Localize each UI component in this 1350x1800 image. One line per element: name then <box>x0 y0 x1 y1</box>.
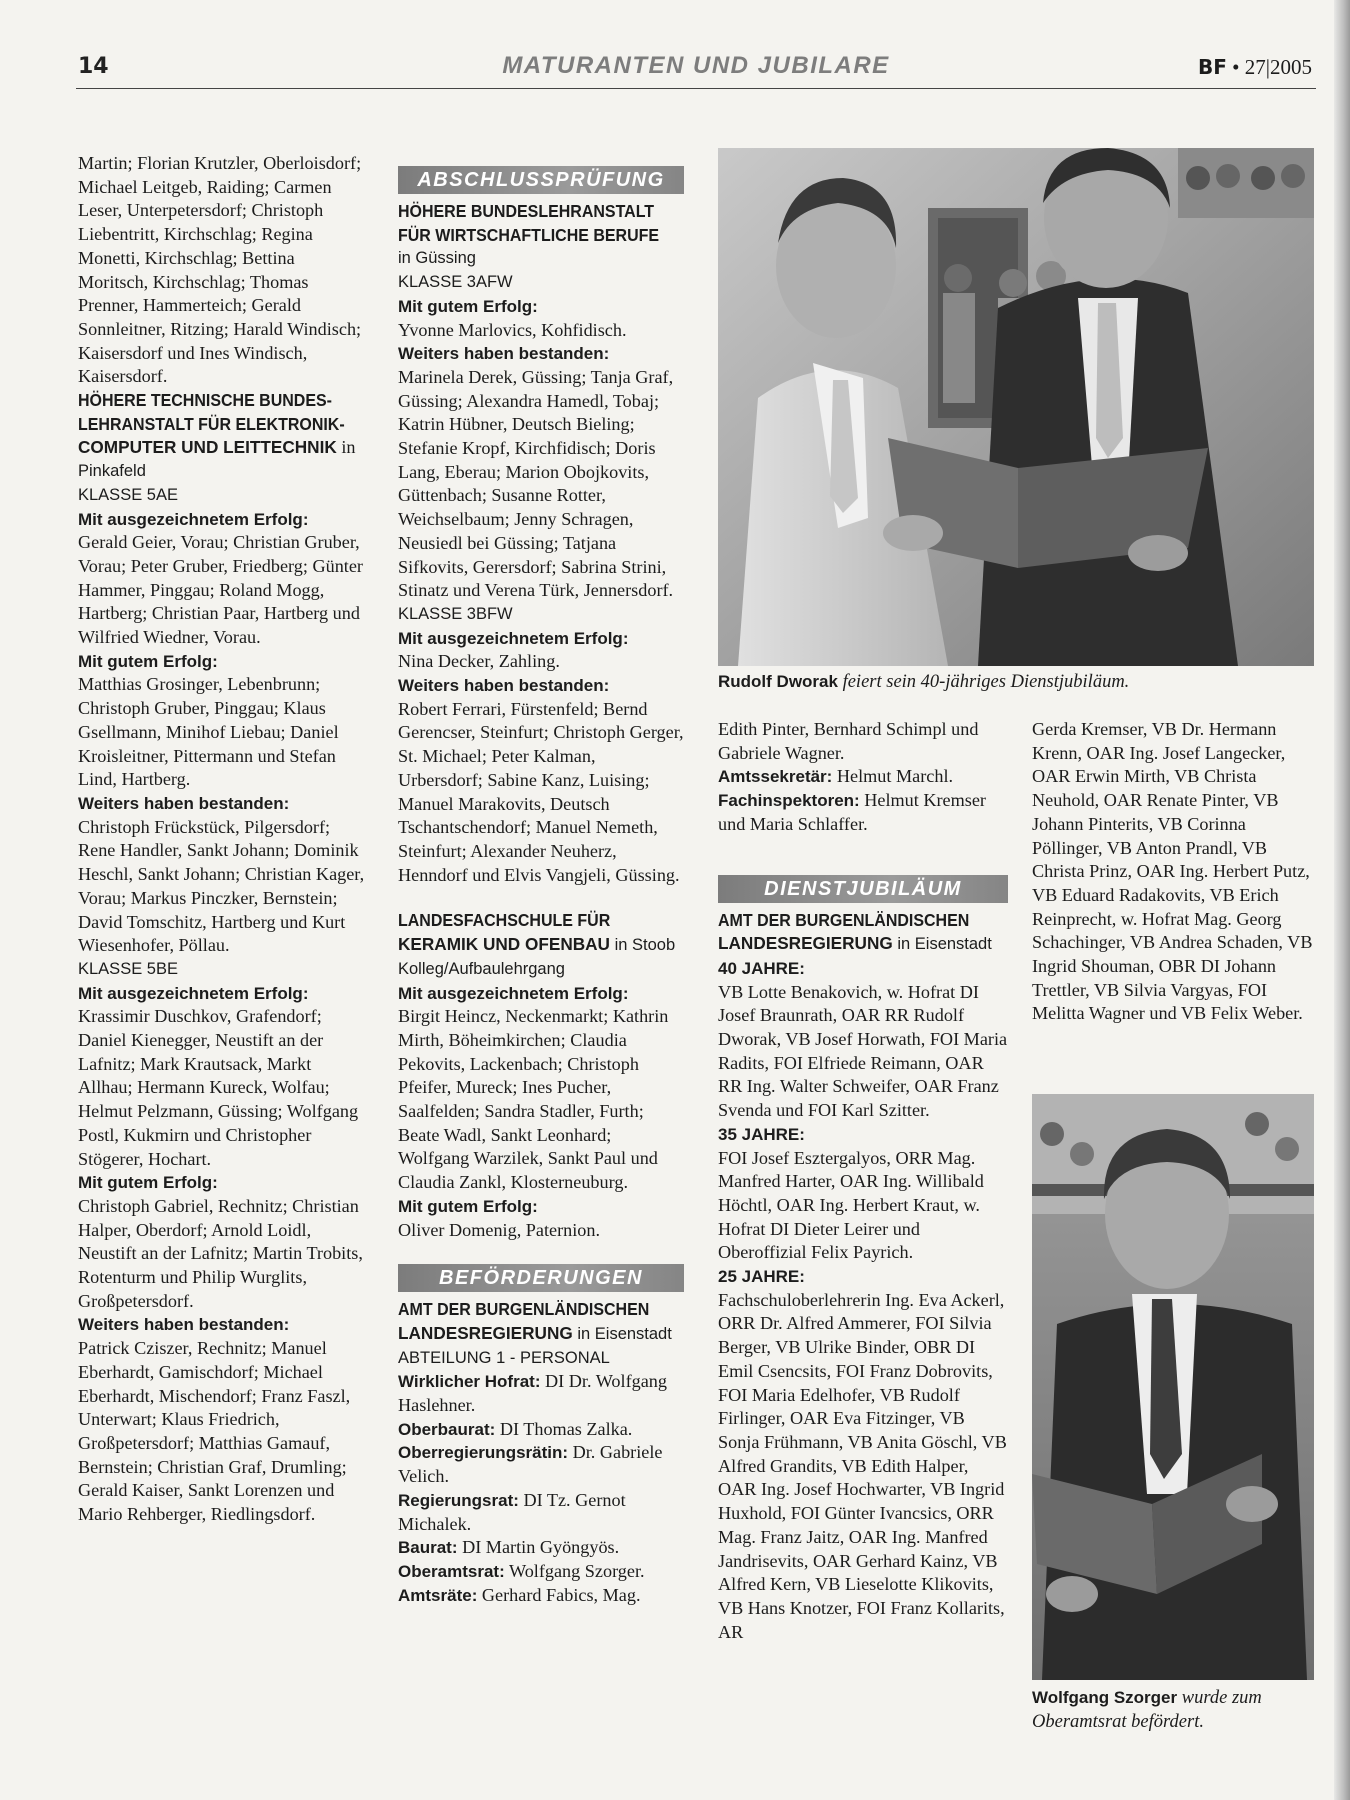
promotion-entry <box>398 1536 684 1560</box>
promotion-entry <box>398 1370 684 1417</box>
amt-heading-line2: LANDESREGIERUNG <box>718 933 893 954</box>
amt-in: in Eisenstadt <box>572 1324 672 1343</box>
rank-label: Amtssekretär: <box>718 767 833 787</box>
school1-place: in Güssing <box>398 249 476 268</box>
heading-25-jahre: 25 JAHRE: <box>718 1267 805 1287</box>
rank-label: Oberamtsrat: <box>398 1561 505 1581</box>
names-gut-3afw: Yvonne Marlovics, Kohfidisch. <box>398 319 627 340</box>
school-heading-line3: COMPUTER UND LEITTECHNIK <box>78 437 337 458</box>
photo2-caption-text: wurde zum Oberamtsrat befördert. <box>1032 1688 1262 1732</box>
school2-heading-line1: LANDESFACHSCHULE FÜR <box>398 910 611 931</box>
amt-heading-line1: AMT DER BURGENLÄNDISCHEN <box>718 909 970 930</box>
rank-names: DI Dr. Wolfgang Haslehner. <box>398 1371 667 1416</box>
school1-heading-line1: HÖHERE BUNDESLEHRANSTALT <box>398 201 655 221</box>
heading-weiters-3bfw: Weiters haben bestanden: <box>398 676 610 696</box>
rank-label: Fachinspektoren: <box>718 791 860 811</box>
rank-names: Gerhard Fabics, Mag. <box>477 1584 641 1605</box>
heading-ausgezeichnet-5be: Mit ausgezeichnetem Erfolg: <box>78 983 309 1003</box>
names-ausgezeichnet-3bfw: Nina Decker, Zahling. <box>398 651 560 672</box>
names-gut-5ae: Matthias Grosinger, Lebenbrunn; Christoph Gruber, Pinggau; Klaus Gsellmann, Minihof Liebau; Daniel Kroisleitner, Pittermann und Stefan Lind, Hartberg. <box>78 674 339 790</box>
names-weiters-3bfw: Robert Ferrari, Fürstenfeld; Bernd Gerencser, Steinfurt; Christoph Gerger, St. Michael; Peter Kalman, Urbersdorf; Sabine Kanz, Luising; Manuel Marakovits, Deutsch Tschantschendorf; Manuel Nemeth, Steinfurt; Alexander Neuherz, Henndorf und Elvis Vangjeli, Güssing. <box>398 698 684 885</box>
abteilung-label: ABTEILUNG 1 - PERSONAL <box>398 1348 610 1367</box>
rank-label: Wirklicher Hofrat: <box>398 1372 541 1392</box>
school1-heading-line2: FÜR WIRTSCHAFTLICHE BERUFE <box>398 224 660 245</box>
promotion-entry <box>718 765 1008 789</box>
heading-35-jahre: 35 JAHRE: <box>718 1124 805 1144</box>
photo-szorger-promotion <box>1032 1094 1314 1680</box>
promotion-entry <box>398 1489 684 1536</box>
class-label-5be: KLASSE 5BE <box>78 959 178 978</box>
school-place: Pinkafeld <box>78 462 146 481</box>
promotion-entry <box>398 1560 684 1584</box>
heading-ausgezeichnet-kolleg: Mit ausgezeichnetem Erfolg: <box>398 983 629 1003</box>
amt-in: in Eisenstadt <box>892 935 992 954</box>
column-1 <box>78 152 366 1527</box>
names-ausgezeichnet-5ae: Gerald Geier, Vorau; Christian Gruber, Vorau; Peter Gruber, Friedberg; Günter Hammer, Pinggau; Roland Mogg, Hartberg; Christian Paar, Hartberg und Wilfried Wiedner, Vorau. <box>78 532 363 648</box>
names-25-jahre: Fachschuloberlehrerin Ing. Eva Ackerl, ORR Dr. Alfred Ammerer, FOI Silvia Berger, VB Ulrike Binder, OBR DI Emil Csencsits, FOI Franz Dobrovits, FOI Maria Edelhofer, VB Rudolf Firlinger, OAR Eva Fitzinger, VB Sonja Frühmann, VB Anita Göschl, VB Alfred Grandits, VB Edith Halper, OAR Ing. Josef Hochwarter, VB Ingrid Huxhold, FOI Günter Ivancsics, ORR Mag. Franz Jaitz, OAR Ing. Manfred Jandrisevits, OAR Gerhard Kainz, VB Alfred Kern, VB Lieselotte Klikovits, VB Hans Knotzer, FOI Franz Kollarits, AR <box>718 1289 1007 1642</box>
heading-gut-5be: Mit gutem Erfolg: <box>78 1173 218 1193</box>
column-4 <box>1032 718 1314 1026</box>
rank-label: Regierungsrat: <box>398 1490 519 1510</box>
issue-number: 27|2005 <box>1244 55 1312 79</box>
rank-names: Dr. Gabriele Velich. <box>398 1442 663 1487</box>
promotion-entry <box>398 1418 684 1442</box>
heading-40-jahre: 40 JAHRE: <box>718 958 805 978</box>
col3-intro-text: Edith Pinter, Bernhard Schimpl und Gabriele Wagner. <box>718 719 979 763</box>
heading-weiters-3afw: Weiters haben bestanden: <box>398 344 610 364</box>
heading-gut-kolleg: Mit gutem Erfolg: <box>398 1196 538 1216</box>
names-ausgezeichnet-5be: Krassimir Duschkov, Grafendorf; Daniel Kienegger, Neustift an der Lafnitz; Mark Krautsack, Markt Allhau; Hermann Kureck, Wolfau; Helmut Pelzmann, Güssing; Wolfgang Postl, Kukmirn und Christopher Stögerer, Hochart. <box>78 1006 359 1169</box>
photo1-caption-text: feiert sein 40-jähriges Dienstjubiläum. <box>837 672 1130 692</box>
rank-names: Helmut Marchl. <box>832 766 954 787</box>
banner-befoerderungen: BEFÖRDERUNGEN <box>398 1264 684 1292</box>
spacer <box>718 837 1008 871</box>
promotion-entry <box>718 789 1008 836</box>
heading-weiters-5be: Weiters haben bestanden: <box>78 1315 290 1335</box>
heading-ausgezeichnet-5ae: Mit ausgezeichnetem Erfolg: <box>78 509 309 529</box>
school-heading-line1: HÖHERE TECHNISCHE BUNDES- <box>78 390 333 411</box>
names-weiters-5be: Patrick Cziszer, Rechnitz; Manuel Eberhardt, Gamischdorf; Michael Eberhardt, Mischendorf; Franz Faszl, Unterwart; Klaus Friedrich, Großpetersdorf; Matthias Gamauf, Bernstein; Christian Graf, Drumling; Gerald Kaiser, Sankt Lorenzen und Mario Rehberger, Riedlingsdorf. <box>78 1338 351 1525</box>
promotion-entry <box>398 1584 684 1608</box>
rank-label: Oberbaurat: <box>398 1419 496 1439</box>
banner-abschlusspruefung: ABSCHLUSSPRÜFUNG <box>398 166 684 194</box>
names-gut-5be: Christoph Gabriel, Rechnitz; Christian Halper, Oberdorf; Arnold Loidl, Neustift an der Lafnitz; Martin Trobits, Rotenturm und Philip Wurglits, Großpetersdorf. <box>78 1195 363 1311</box>
class-label-3bfw: KLASSE 3BFW <box>398 604 513 623</box>
col1-intro-text: Martin; Florian Krutzler, Oberloisdorf; Michael Leitgeb, Raiding; Carmen Leser, Unterpetersdorf; Christoph Liebentritt, Kirchschlag; Regina Monetti, Kirchschlag; Bettina Moritsch, Kirchschlag; Thomas Prenner, Hammerteich; Gerald Sonnleitner, Ritzing; Harald Windisch; Kaisersdorf und Ines Windisch, Kaisersdorf. <box>78 153 362 387</box>
names-weiters-5ae: Christoph Frückstück, Pilgersdorf; Rene Handler, Sankt Johann; Dominik Heschl, Sankt Johann; Christian Kager, Vorau; Markus Pinczker, Bernstein; David Tomschitz, Hartberg und Kurt Wiesenhofer, Pöllau. <box>78 816 365 956</box>
school2-in: in Stoob <box>609 936 676 955</box>
photo1-caption-name: Rudolf Dworak <box>718 672 838 691</box>
issue-label: BF • 27|2005 <box>1198 55 1312 79</box>
school-heading-line2: LEHRANSTALT FÜR ELEKTRONIK- <box>78 413 345 434</box>
promotion-entry <box>398 1441 684 1488</box>
column-2 <box>398 162 684 1607</box>
column-3 <box>718 718 1008 1644</box>
page-binding-edge <box>1334 0 1350 1800</box>
publication-name: BF <box>1198 55 1227 79</box>
section-title: MATURANTEN UND JUBILARE <box>502 52 890 79</box>
names-35-jahre: FOI Josef Esztergalyos, ORR Mag. Manfred Harter, OAR Ing. Willibald Höchtl, OAR Ing. Herbert Kraut, w. Hofrat DI Dieter Leirer und Oberoffizial Felix Payrich. <box>718 1147 984 1263</box>
names-gut-kolleg: Oliver Domenig, Paternion. <box>398 1219 601 1240</box>
rank-label: Oberregierungsrätin: <box>398 1443 569 1463</box>
amt-heading-line2: LANDESREGIERUNG <box>398 1322 573 1343</box>
rank-names: DI Tz. Gernot Michalek. <box>398 1489 626 1534</box>
rank-names: DI Thomas Zalka. <box>495 1418 633 1439</box>
photo1-caption <box>718 670 1318 694</box>
names-ausgezeichnet-kolleg: Birgit Heincz, Neckenmarkt; Kathrin Mirth, Böheimkirchen; Claudia Pekovits, Lackenbach; Christoph Pfeifer, Mureck; Ines Pucher, Saalfelden; Sandra Stadler, Furth; Beate Wadl, Sankt Leonhard; Wolfgang Warzilek, Sankt Paul und Claudia Zankl, Klosterneuburg. <box>398 1006 669 1193</box>
school-in: in <box>336 437 356 458</box>
rank-names: Wolfgang Szorger. <box>504 1560 645 1581</box>
class-label-3afw: KLASSE 3AFW <box>398 273 513 292</box>
rank-label: Baurat: <box>398 1538 458 1558</box>
heading-weiters-5ae: Weiters haben bestanden: <box>78 793 290 813</box>
rank-label: Amtsräte: <box>398 1585 478 1605</box>
photo-illustration <box>718 148 1314 666</box>
class-label-5ae: KLASSE 5AE <box>78 485 178 504</box>
school2-heading-line2: KERAMIK UND OFENBAU <box>398 934 610 955</box>
spacer <box>398 1242 684 1260</box>
photo-illustration <box>1032 1094 1314 1680</box>
spacer <box>398 887 684 909</box>
photo-dworak-jubilee <box>718 148 1314 666</box>
heading-gut-5ae: Mit gutem Erfolg: <box>78 651 218 671</box>
rank-names: DI Martin Gyöngyös. <box>457 1537 620 1558</box>
heading-gut-3afw: Mit gutem Erfolg: <box>398 296 538 316</box>
rank-names: Helmut Kremser und Maria Schlaffer. <box>718 790 986 834</box>
photo2-caption <box>1032 1686 1314 1734</box>
banner-dienstjubilaeum: DIENSTJUBILÄUM <box>718 875 1008 903</box>
names-weiters-3afw: Marinela Derek, Güssing; Tanja Graf, Güssing; Alexandra Hamedl, Tobaj; Katrin Hübner, Deutsch Bieling; Stefanie Kropf, Kirchfidisch; Doris Lang, Eberau; Marion Obojkovits, Güttenbach; Susanne Rotter, Weichselbaum; Jenny Schragen, Neusiedl bei Güssing; Tatjana Sifkovits, Gerersdorf; Sabrina Strini, Stinatz und Verena Türk, Jennersdorf. <box>398 366 674 601</box>
heading-ausgezeichnet-3bfw: Mit ausgezeichnetem Erfolg: <box>398 628 629 648</box>
col4-names-text: Gerda Kremser, VB Dr. Hermann Krenn, OAR Ing. Josef Langecker, OAR Erwin Mirth, VB Christa Neuhold, OAR Renate Pinter, VB Johann Pinterits, VB Corinna Pöllinger, VB Anton Prandl, VB Christa Prinz, OAR Ing. Herbert Putz, VB Eduard Radakovits, VB Erich Reinprecht, w. Hofrat Mag. Georg Schachinger, VB Andrea Schaden, VB Ingrid Shouman, OBR DI Johann Trettler, VB Silvia Vargyas, FOI Melitta Wagner und VB Felix Weber. <box>1032 719 1313 1024</box>
amt-heading-line1: AMT DER BURGENLÄNDISCHEN <box>398 1299 650 1320</box>
page-number: 14 <box>78 54 109 79</box>
names-40-jahre: VB Lotte Benakovich, w. Hofrat DI Josef Braunrath, OAR RR Rudolf Dworak, VB Josef Horwath, FOI Maria Radits, FOI Elfriede Reimann, OAR RR Ing. Walter Schweifer, OAR Franz Svenda und FOI Karl Szitter. <box>718 981 1008 1121</box>
photo2-caption-name: Wolfgang Szorger <box>1032 1688 1178 1707</box>
page-header <box>76 50 1316 89</box>
school2-sub: Kolleg/Aufbaulehrgang <box>398 959 565 978</box>
